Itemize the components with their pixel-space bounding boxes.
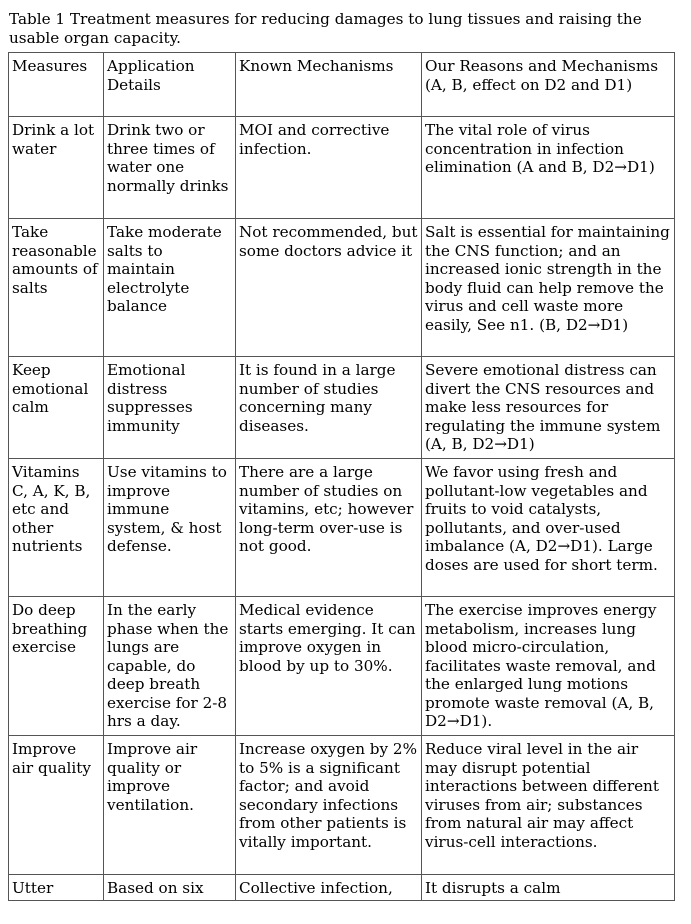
cell-reasons: The vital role of virus concentration in infection elimination (A and B, D2→D1) bbox=[422, 117, 675, 219]
treatment-measures-table bbox=[8, 52, 675, 901]
cell-known: Collective infection, bbox=[236, 875, 422, 901]
cell-application: Based on six bbox=[104, 875, 236, 901]
cell-known: Not recommended, but some doctors advice it bbox=[236, 219, 422, 357]
table-header-row bbox=[9, 53, 675, 117]
cell-application: In the early phase when the lungs are capable, do deep breath exercise for 2-8 hrs a day. bbox=[104, 597, 236, 736]
cell-measure: Drink a lot water bbox=[9, 117, 104, 219]
cell-measure: Vitamins C, A, K, B, etc and other nutrients bbox=[9, 459, 104, 597]
cell-known: Medical evidence starts emerging. It can improve oxygen in blood by up to 30%. bbox=[236, 597, 422, 736]
table-row bbox=[9, 117, 675, 219]
table-row bbox=[9, 459, 675, 597]
header-measures: Measures bbox=[9, 53, 104, 117]
cell-reasons: Reduce viral level in the air may disrupt potential interactions between different viruses from air; substances from natural air may affect virus-cell interactions. bbox=[422, 736, 675, 875]
cell-application: Improve air quality or improve ventilation. bbox=[104, 736, 236, 875]
table-row bbox=[9, 736, 675, 875]
header-our-reasons: Our Reasons and Mechanisms (A, B, effect on D2 and D1) bbox=[422, 53, 675, 117]
cell-measure: Do deep breathing exercise bbox=[9, 597, 104, 736]
cell-application: Emotional distress suppresses immunity bbox=[104, 357, 236, 459]
cell-reasons: It disrupts a calm bbox=[422, 875, 675, 901]
cell-known: It is found in a large number of studies concerning many diseases. bbox=[236, 357, 422, 459]
cell-reasons: Severe emotional distress can divert the CNS resources and make less resources for regulating the immune system (A, B, D2→D1) bbox=[422, 357, 675, 459]
cell-application: Take moderate salts to maintain electrolyte balance bbox=[104, 219, 236, 357]
table-row bbox=[9, 597, 675, 736]
header-known-mechanisms: Known Mechanisms bbox=[236, 53, 422, 117]
cell-application: Drink two or three times of water one normally drinks bbox=[104, 117, 236, 219]
cell-application: Use vitamins to improve immune system, & host defense. bbox=[104, 459, 236, 597]
cell-measure: Improve air quality bbox=[9, 736, 104, 875]
table-caption: Table 1 Treatment measures for reducing damages to lung tissues and raising the usable organ capacity. bbox=[9, 10, 642, 47]
cell-known: Increase oxygen by 2% to 5% is a significant factor; and avoid secondary infections from other patients is vitally important. bbox=[236, 736, 422, 875]
cell-reasons: We favor using fresh and pollutant-low vegetables and fruits to void catalysts, pollutants, and over-used imbalance (A, D2→D1). Large doses are used for short term. bbox=[422, 459, 675, 597]
cell-measure: Utter bbox=[9, 875, 104, 901]
table-row bbox=[9, 357, 675, 459]
cell-reasons: The exercise improves energy metabolism, increases lung blood micro-circulation, facilitates waste removal, and the enlarged lung motions promote waste removal (A, B, D2→D1). bbox=[422, 597, 675, 736]
cell-known: There are a large number of studies on vitamins, etc; however long-term over-use is not good. bbox=[236, 459, 422, 597]
cell-measure: Take reasonable amounts of salts bbox=[9, 219, 104, 357]
table-row bbox=[9, 875, 675, 901]
table-row bbox=[9, 219, 675, 357]
cell-measure: Keep emotional calm bbox=[9, 357, 104, 459]
cell-reasons: Salt is essential for maintaining the CNS function; and an increased ionic strength in the body fluid can help remove the virus and cell waste more easily, See n1. (B, D2→D1) bbox=[422, 219, 675, 357]
header-application-details: Application Details bbox=[104, 53, 236, 117]
cell-known: MOI and corrective infection. bbox=[236, 117, 422, 219]
